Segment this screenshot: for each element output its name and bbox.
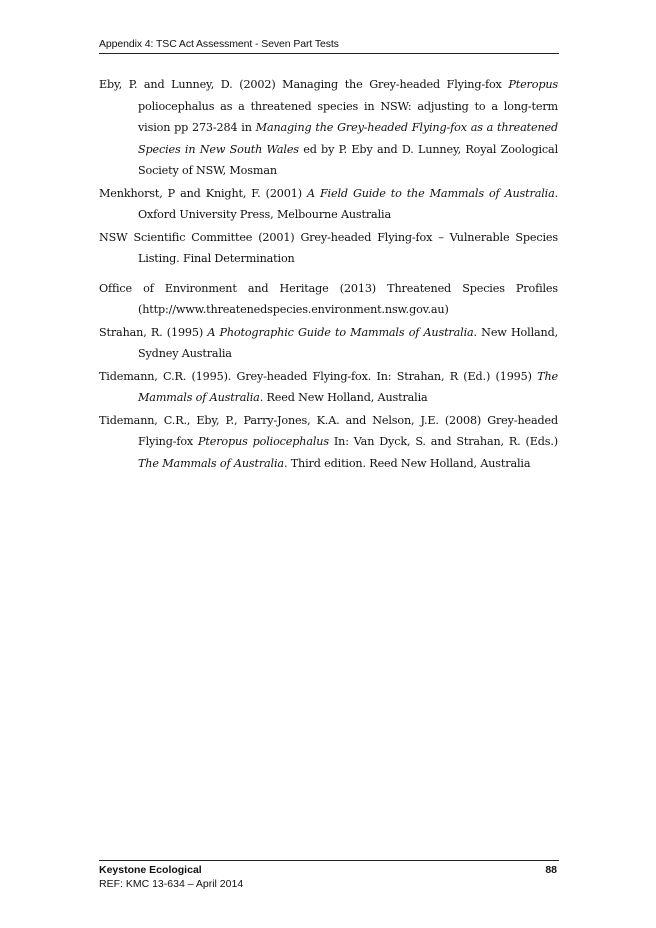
reference-item: NSW Scientific Committee (2001) Grey-headed Flying-fox – Vulnerable Species Listing. Final Determination	[99, 230, 558, 265]
reference-item: Eby, P. and Lunney, D. (2002) Managing the Grey-headed Flying-fox Pteropus poliocephalus as a threatened species in NSW: adjusting to a long-term vision pp 273-284 in Managing the Grey-headed Flying-fox as a threatened Species in New South Wales ed by P. Eby and D. Lunney, Royal Zoological Society of NSW, Mosman	[99, 78, 558, 177]
reference-list	[99, 74, 558, 475]
header-title: Appendix 4: TSC Act Assessment - Seven Part Tests	[99, 38, 339, 50]
reference-item: Office of Environment and Heritage (2013) Threatened Species Profiles (http://www.threatenedspecies.environment.nsw.gov.au)	[99, 281, 558, 316]
page-footer	[99, 863, 559, 891]
reference-item: Tidemann, C.R. (1995). Grey-headed Flying-fox. In: Strahan, R (Ed.) (1995) The Mammals of Australia. Reed New Holland, Australia	[99, 369, 558, 404]
footer-divider	[99, 860, 559, 861]
reference-item: Menkhorst, P and Knight, F. (2001) A Field Guide to the Mammals of Australia. Oxford University Press, Melbourne Australia	[99, 186, 558, 221]
footer-organization: Keystone Ecological	[99, 864, 202, 876]
reference-item: Strahan, R. (1995) A Photographic Guide to Mammals of Australia. New Holland, Sydney Australia	[99, 325, 558, 360]
page-number: 88	[545, 864, 557, 876]
reference-item: Tidemann, C.R., Eby, P., Parry-Jones, K.A. and Nelson, J.E. (2008) Grey-headed Flying-fox Pteropus poliocephalus In: Van Dyck, S. and Strahan, R. (Eds.) The Mammals of Australia. Third edition. Reed New Holland, Australia	[99, 413, 559, 470]
footer-reference: REF: KMC 13-634 – April 2014	[99, 878, 244, 890]
page-header	[99, 38, 559, 54]
